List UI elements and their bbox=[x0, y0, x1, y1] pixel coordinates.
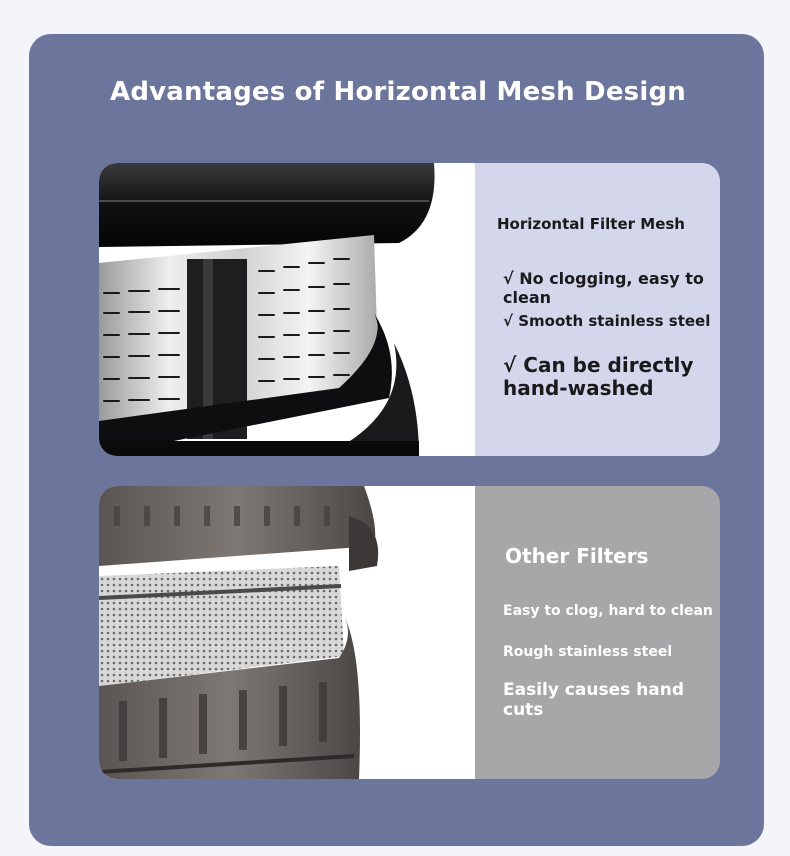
horizontal-mesh-image bbox=[99, 163, 475, 456]
drawback-item: Rough stainless steel bbox=[503, 644, 673, 660]
page-title: Advantages of Horizontal Mesh Design bbox=[110, 77, 686, 107]
other-filters-heading: Other Filters bbox=[505, 544, 649, 568]
horizontal-mesh-heading: Horizontal Filter Mesh bbox=[497, 215, 685, 233]
advantage-item: √ Can be directly hand-washed bbox=[503, 353, 694, 400]
horizontal-mesh-text bbox=[475, 163, 720, 456]
advantage-item: √ No clogging, easy to clean bbox=[503, 269, 704, 307]
horizontal-mesh-card bbox=[99, 163, 720, 456]
other-filters-text bbox=[475, 486, 720, 779]
drawback-item: Easily causes hand cuts bbox=[503, 680, 685, 720]
other-filters-card bbox=[99, 486, 720, 779]
advantage-item: √ Smooth stainless steel bbox=[503, 312, 711, 330]
drawback-item: Easy to clog, hard to clean bbox=[503, 603, 713, 619]
other-filter-image bbox=[99, 486, 475, 779]
